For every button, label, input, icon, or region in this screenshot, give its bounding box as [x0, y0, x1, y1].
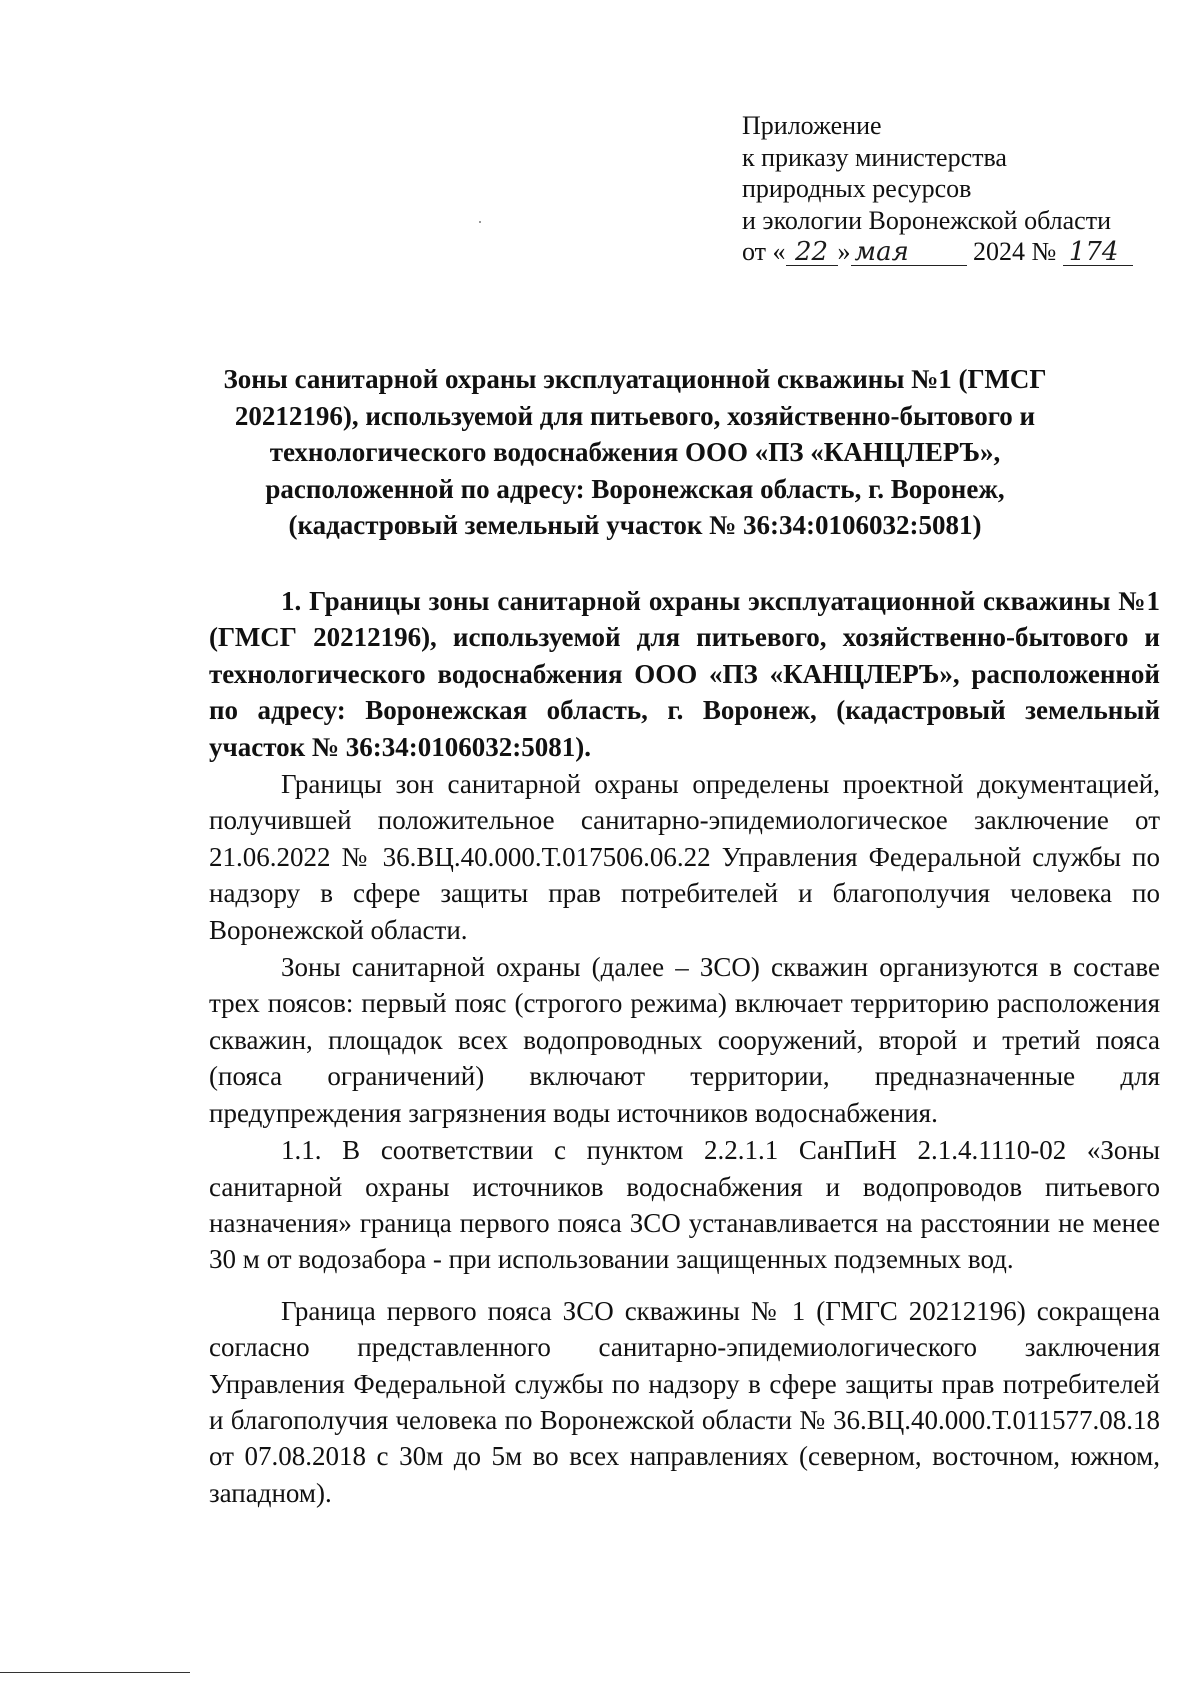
document-title	[210, 361, 1060, 544]
appendix-line: к приказу министерства	[742, 142, 1007, 172]
scan-speck	[479, 221, 481, 223]
date-close-quote: »	[837, 237, 851, 266]
footnote-separator	[0, 1672, 190, 1673]
date-year: 2024 №	[973, 237, 1057, 266]
paragraph: Граница первого пояса ЗСО скважины № 1 (ГМГС 20212196) сокращена согласно представленного санитарно-эпидемиологического заключения Управления Федеральной службы по надзору в сфере защиты прав потребителей и благополучия человека по Воронежской области № 36.ВЦ.40.000.Т.011577.08.18 от 07.08.2018 с 30м до 5м во всех направлениях (северном, восточном, южном, западном).	[209, 1295, 1160, 1508]
date-prefix: от «	[742, 237, 786, 266]
handwritten-month: мая	[851, 239, 967, 266]
handwritten-order-number: 174	[1063, 239, 1133, 266]
paragraph: Зоны санитарной охраны (далее – ЗСО) скважин организуются в составе трех поясов: первый пояс (строгого режима) включает территорию расположения скважин, площадок всех водопроводных сооружений, второй и третий пояса (пояса ограничений) включают территории, предназначенные для предупреждения загрязнения воды источников водоснабжения.	[209, 952, 1160, 1128]
title-line: расположенной по адресу: Воронежская область, г. Воронеж,	[265, 473, 1005, 504]
appendix-block	[742, 110, 1162, 268]
appendix-line: и экологии Воронежской области	[742, 205, 1111, 235]
title-line: технологического водоснабжения ООО «ПЗ «КАНЦЛЕРЪ»,	[269, 437, 1001, 467]
document-body	[209, 583, 1160, 1511]
title-line: Зоны санитарной охраны эксплуатационной скважины №1 (ГМСГ	[223, 364, 1047, 394]
title-line: 20212196), используемой для питьевого, хозяйственно-бытового и	[234, 400, 1036, 431]
section-heading: 1. Границы зоны санитарной охраны эксплуатационной скважины №1 (ГМСГ 20212196), используемой для питьевого, хозяйственно-бытового и технологического водоснабжения ООО «ПЗ «КАНЦЛЕРЪ», расположенной по адресу: Воронежская область, г. Воронеж, (кадастровый земельный участок № 36:34:0106032:5081).	[209, 586, 1160, 762]
handwritten-day: 22	[786, 239, 838, 266]
appendix-date-line	[742, 236, 1162, 268]
appendix-line: Приложение	[742, 111, 882, 140]
appendix-line: природных ресурсов	[742, 174, 972, 203]
paragraph: 1.1. В соответствии с пунктом 2.2.1.1 СанПиН 2.1.4.1110-02 «Зоны санитарной охраны источников водоснабжения и водопроводов питьевого назначения» граница первого пояса ЗСО устанавливается на расстоянии не менее 30 м от водозабора - при использовании защищенных подземных вод.	[209, 1135, 1160, 1275]
title-line: (кадастровый земельный участок № 36:34:0106032:5081)	[288, 510, 982, 540]
paragraph: Границы зон санитарной охраны определены проектной документацией, получившей положительное санитарно-эпидемиологическое заключение от 21.06.2022 № 36.ВЦ.40.000.Т.017506.06.22 Управления Федеральной службы по надзору в сфере защиты прав потребителей и благополучия человека по Воронежской области.	[209, 769, 1160, 945]
